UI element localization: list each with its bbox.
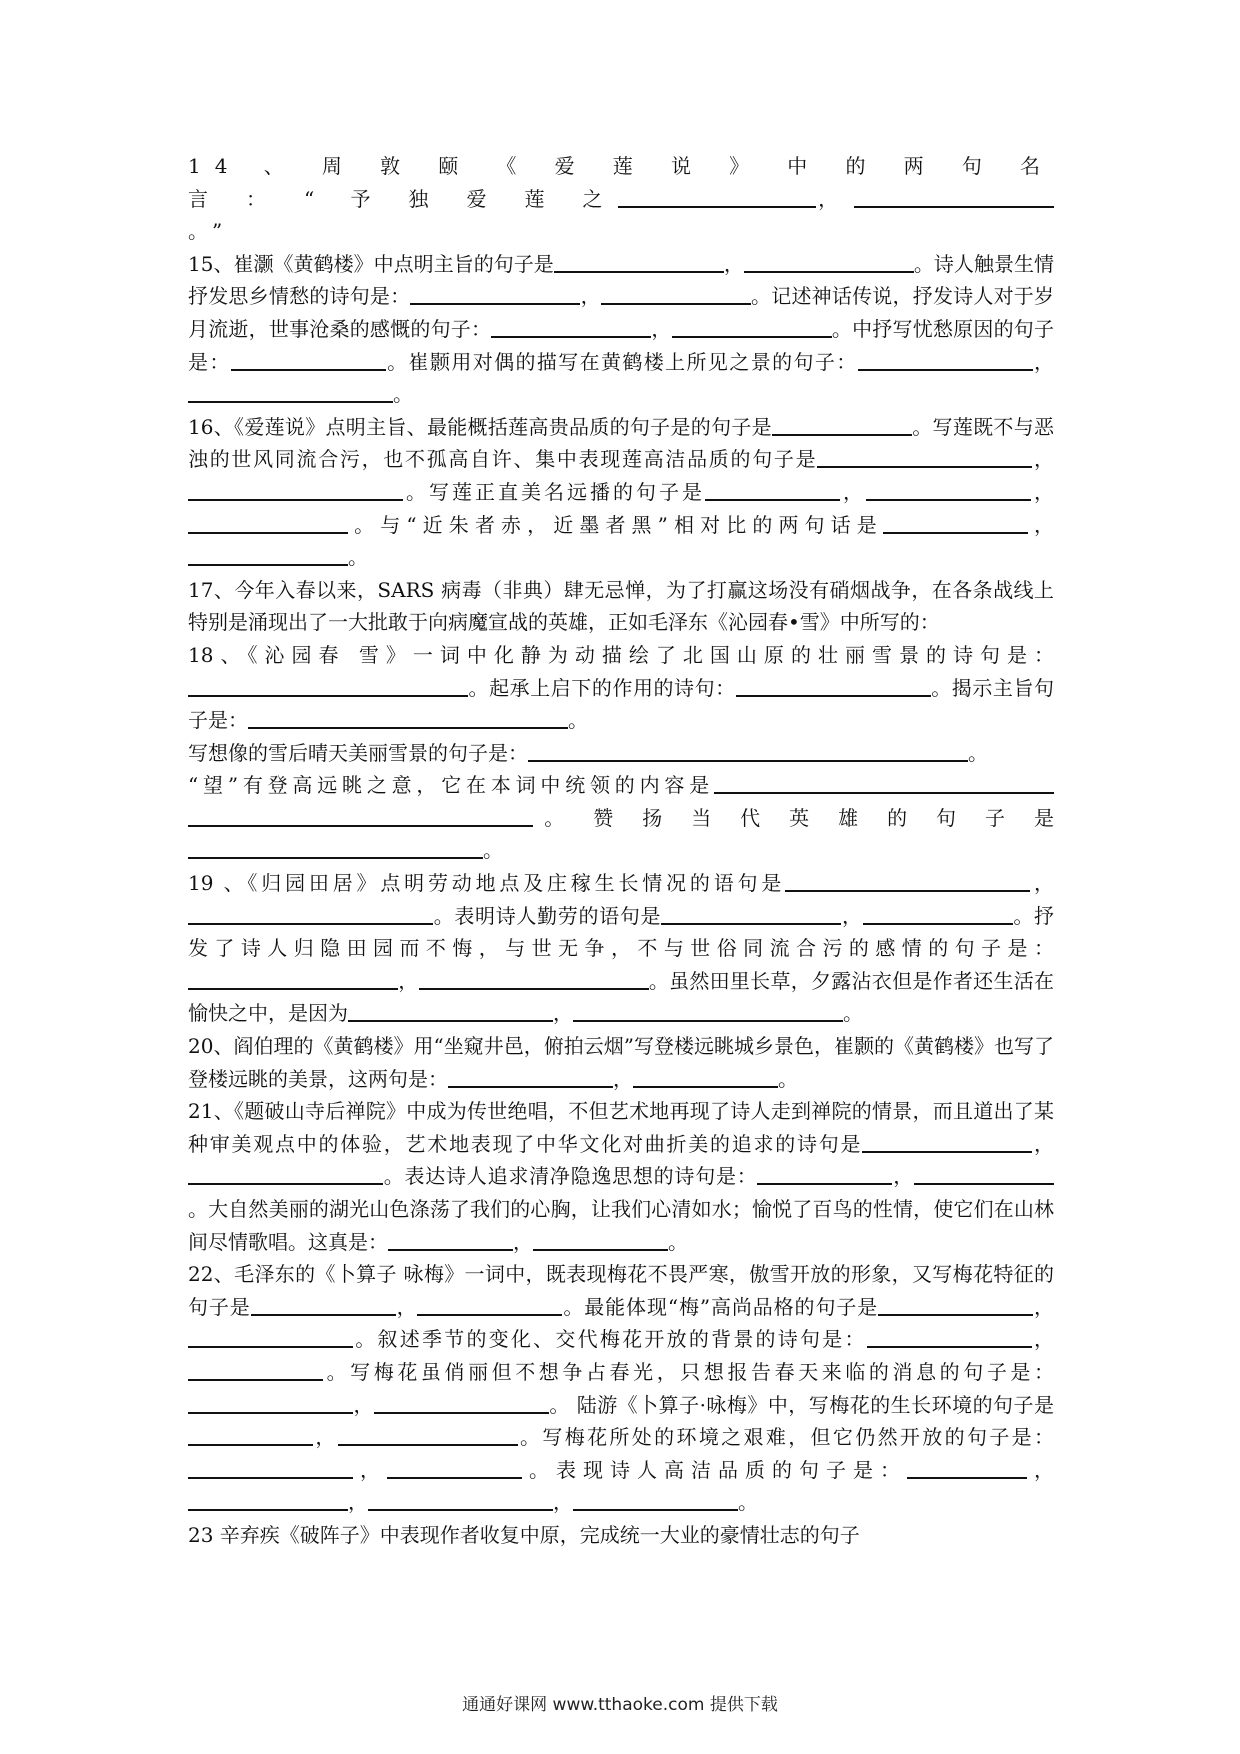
answer-blank[interactable] — [448, 1064, 613, 1088]
answer-blank[interactable] — [618, 184, 816, 208]
question-text: 21、《题破山寺后禅院》中成为传世绝唱，不但艺术地再现了诗人走到禅院的情景，而且道出了某种审美观点中的体验，艺术地表现了中华文化对曲折美的追求的诗句是 — [188, 1099, 1054, 1156]
question-text: ， — [841, 903, 863, 928]
answer-blank[interactable] — [528, 738, 968, 762]
question-text: ， — [892, 1164, 915, 1189]
question-text: 。揭示主旨句子是： — [188, 675, 1055, 733]
answer-blank[interactable] — [633, 1064, 778, 1088]
question-text: 。与“近朱者赤，近墨者黑”相对比的两句话是 — [348, 512, 883, 537]
question-text: ， — [816, 186, 855, 211]
answer-blank[interactable] — [188, 1390, 353, 1414]
answer-blank[interactable] — [867, 1324, 1032, 1348]
question-text: ， — [1031, 1327, 1055, 1352]
answer-blank[interactable] — [410, 281, 580, 305]
answer-blank[interactable] — [188, 966, 398, 990]
question-text: 。叙述季节的变化、交代梅花开放的背景的诗句是： — [353, 1327, 867, 1352]
question-text: ， — [1032, 349, 1055, 374]
question-text: 。 — [668, 1229, 688, 1254]
question-text: 22、毛泽东的《卜算子 咏梅》一词中，既表现梅花不畏严寒，傲雪开放的形象，又写梅花特征的句子是 — [188, 1262, 1054, 1319]
question-text: 23 辛弃疾《破阵子》中表现作者收复中原，完成统一大业的豪情壮志的句子 — [188, 1522, 860, 1547]
answer-blank[interactable] — [785, 868, 1030, 892]
question-text: 。写梅花所处的环境之艰难，但它仍然开放的句子是： — [517, 1425, 1055, 1450]
question-text: 。起承上启下的作用的诗句： — [468, 675, 736, 700]
question-text: ， — [313, 1425, 338, 1450]
question-text: 。写梅花虽俏丽但不想争占春光，只想报告春天来临的消息的句子是： — [323, 1359, 1054, 1384]
question-text: 。写莲既不与恶浊的世风同流合污，也不孤高自许、集中表现莲高洁品质的句子是 — [188, 414, 1055, 472]
answer-blank[interactable] — [417, 1292, 562, 1316]
answer-blank[interactable] — [188, 673, 468, 697]
question-text: ， — [1027, 512, 1055, 537]
question-text: “望”有登高远眺之意，它在本词中统领的内容是 — [188, 773, 714, 798]
question-text: 。表明诗人勤劳的语句是 — [433, 903, 662, 928]
question-text: 。 赞 扬 当 代 英 雄 的 句 子 是 — [533, 805, 1054, 830]
question-text: ， — [395, 1294, 418, 1319]
answer-blank[interactable] — [705, 477, 840, 501]
answer-blank[interactable] — [772, 412, 912, 436]
question-text: ， — [1031, 479, 1054, 504]
answer-blank[interactable] — [601, 281, 751, 305]
answer-blank[interactable] — [878, 1292, 1033, 1316]
page-footer: 通通好课网 www.tthaoke.com 提供下载 — [462, 1695, 778, 1715]
question-text: 14 、 周 敦 颐 《 爱 莲 说 》 中 的 两 句 名 言 ： “ 予 独 爱 莲 之 — [188, 154, 1054, 211]
question-text: ， — [1032, 1131, 1054, 1156]
answer-blank[interactable] — [188, 1422, 313, 1446]
question-text: 。 — [393, 382, 413, 407]
question-text: 17、今年入春以来，SARS 病毒（非典）肆无忌惮，为了打赢这场没有硝烟战争，在各条战线上特别是涌现出了一大批敢于向病魔宣战的英雄，正如毛泽东《沁园春•雪》中所写的： — [188, 577, 1054, 635]
question-14 — [188, 150, 1054, 248]
question-text: ， — [651, 316, 672, 341]
answer-blank[interactable] — [251, 1292, 396, 1316]
answer-blank[interactable] — [573, 998, 843, 1022]
question-text: ， — [353, 1392, 374, 1417]
answer-blank[interactable] — [817, 444, 1032, 468]
answer-blank[interactable] — [387, 1455, 522, 1479]
answer-blank[interactable] — [188, 542, 348, 566]
question-list — [188, 150, 1054, 1552]
answer-blank[interactable] — [338, 1422, 518, 1446]
answer-blank[interactable] — [736, 673, 931, 697]
answer-blank[interactable] — [188, 1161, 383, 1185]
question-text: 。 — [568, 708, 588, 733]
question-text: 。中抒写忧愁原因的句子是： — [188, 316, 1055, 374]
question-20 — [188, 1030, 1054, 1095]
question-text: 。 — [483, 838, 503, 863]
answer-blank[interactable] — [573, 1487, 738, 1511]
question-text: ， — [723, 251, 744, 276]
answer-blank[interactable] — [862, 1129, 1032, 1153]
question-text: ， — [1030, 871, 1055, 896]
answer-blank[interactable] — [744, 249, 914, 273]
answer-blank[interactable] — [348, 998, 553, 1022]
answer-blank[interactable] — [188, 379, 393, 403]
question-23 — [188, 1519, 1054, 1552]
question-text: ， — [353, 1457, 387, 1482]
answer-blank[interactable] — [188, 1324, 353, 1348]
question-text: ， — [1027, 1457, 1054, 1482]
question-text: 。 — [738, 1490, 758, 1515]
question-text: ， — [580, 284, 601, 309]
question-text: ， — [1033, 1294, 1055, 1319]
question-text: 16、《爱莲说》点明主旨、最能概括莲高贵品质的句子是的句子是 — [188, 414, 772, 439]
question-text: 写想像的雪后晴天美丽雪景的句子是： — [188, 740, 528, 765]
question-text: 。 — [968, 740, 988, 765]
answer-blank[interactable] — [883, 510, 1028, 534]
question-text: 。 — [843, 1001, 863, 1026]
question-text: 。最能体现“梅”高尚品格的句子是 — [562, 1294, 879, 1319]
answer-blank[interactable] — [907, 1455, 1027, 1479]
question-17 — [188, 574, 1054, 639]
answer-blank[interactable] — [188, 803, 533, 827]
answer-blank[interactable] — [858, 347, 1033, 371]
question-text: 。 陆游《卜算子·咏梅》中，写梅花的生长环境的句子是 — [548, 1392, 1055, 1417]
answer-blank[interactable] — [188, 510, 348, 534]
answer-blank[interactable] — [188, 477, 403, 501]
answer-blank[interactable] — [188, 1357, 323, 1381]
question-text: 20、阎伯理的《黄鹤楼》用“坐窥井邑，俯拍云烟”写登楼远眺城乡景色，崔颢的《黄鹤楼》也写了登楼远眺的美景，这两句是： — [188, 1034, 1054, 1091]
answer-blank[interactable] — [368, 1487, 553, 1511]
question-15 — [188, 248, 1054, 411]
answer-blank[interactable] — [188, 1455, 353, 1479]
question-text: 。 — [348, 545, 368, 570]
question-text: ， — [553, 1490, 573, 1515]
answer-blank[interactable] — [757, 1161, 892, 1185]
answer-blank[interactable] — [491, 314, 651, 338]
question-text: ， — [513, 1229, 533, 1254]
question-text: ， — [553, 1001, 573, 1026]
answer-blank[interactable] — [388, 1227, 513, 1251]
question-text: 19 、《归园田居》点明劳动地点及庄稼生长情况的语句是 — [188, 871, 786, 896]
answer-blank[interactable] — [231, 347, 386, 371]
answer-blank[interactable] — [672, 314, 832, 338]
question-text: 。虽然田里长草，夕露沾衣但是作者还生活在愉快之中，是因为 — [188, 968, 1055, 1026]
question-21 — [188, 1095, 1054, 1258]
answer-blank[interactable] — [374, 1390, 549, 1414]
question-22 — [188, 1258, 1054, 1519]
question-text: 18、《沁园春 雪》一词中化静为动描绘了北国山原的壮丽雪景的诗句是： — [188, 642, 1054, 667]
answer-blank[interactable] — [714, 770, 1054, 794]
answer-blank[interactable] — [188, 835, 483, 859]
answer-blank[interactable] — [248, 705, 568, 729]
question-18 — [188, 639, 1054, 867]
answer-blank[interactable] — [533, 1227, 668, 1251]
question-text: ， — [398, 968, 419, 993]
question-text: 。表达诗人追求清净隐逸思想的诗句是： — [383, 1164, 758, 1189]
answer-blank[interactable] — [914, 1161, 1054, 1185]
question-text: ， — [840, 479, 866, 504]
question-16 — [188, 411, 1054, 574]
question-text: 。抒发了诗人归隐田园而不悔，与世无争，不与世俗同流合污的感情的句子是： — [188, 903, 1054, 961]
question-text: ， — [348, 1490, 368, 1515]
question-text: 。写莲正直美名远播的句子是 — [403, 479, 705, 504]
answer-blank[interactable] — [419, 966, 649, 990]
question-text: 。 — [778, 1066, 798, 1091]
question-text: 15、崔灏《黄鹤楼》中点明主旨的句子是 — [188, 251, 554, 276]
answer-blank[interactable] — [661, 901, 841, 925]
question-text: ， — [1032, 447, 1055, 472]
answer-blank[interactable] — [866, 477, 1031, 501]
answer-blank[interactable] — [863, 901, 1013, 925]
answer-blank[interactable] — [854, 184, 1054, 208]
question-text: 。诗人触景生情抒发思乡情愁的诗句是： — [188, 251, 1055, 309]
question-text: 。记述神话传说，抒发诗人对于岁月流逝，世事沧桑的感慨的句子： — [188, 284, 1055, 341]
answer-blank[interactable] — [188, 1487, 348, 1511]
question-text: 。崔颢用对偶的描写在黄鹤楼上所见之景的句子： — [385, 349, 858, 374]
question-text: ， — [613, 1066, 633, 1091]
question-text: 。表现诗人高洁品质的句子是： — [522, 1457, 907, 1482]
answer-blank[interactable] — [188, 901, 433, 925]
answer-blank[interactable] — [554, 249, 724, 273]
question-19 — [188, 867, 1054, 1030]
question-text: 。” — [188, 219, 237, 244]
question-text: 。大自然美丽的湖光山色涤荡了我们的心胸，让我们心清如水；愉悦了百鸟的性情，使它们在山林间尽情歌唱。这真是： — [188, 1197, 1054, 1254]
